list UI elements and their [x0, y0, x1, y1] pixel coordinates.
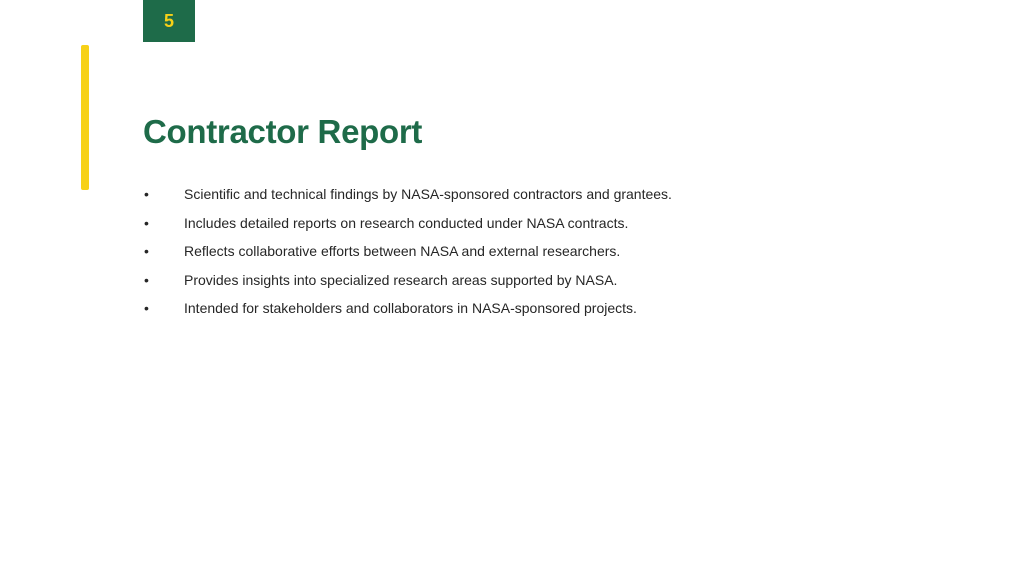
bullet-icon: • — [144, 214, 149, 231]
bullet-item — [143, 266, 983, 295]
bullet-icon: • — [144, 243, 149, 259]
bullet-item — [143, 180, 983, 209]
bullet-text: Reflects collaborative efforts between NASA and external researchers. — [184, 243, 621, 259]
bullet-text: Includes detailed reports on research conducted under NASA contracts. — [184, 214, 629, 231]
slide-number: 5 — [163, 10, 174, 31]
slide-title: Contractor Report — [143, 113, 423, 150]
slide-number-badge — [143, 0, 195, 42]
bullet-text: Scientific and technical findings by NASA-sponsored contractors and grantees. — [184, 186, 672, 202]
bullet-text: Provides insights into specialized research areas supported by NASA. — [184, 271, 618, 288]
accent-bar — [81, 45, 89, 190]
bullet-item — [143, 237, 983, 266]
bullet-item — [143, 294, 983, 323]
bullet-text: Intended for stakeholders and collaborators in NASA-sponsored projects. — [184, 300, 637, 316]
bullet-list — [143, 180, 983, 323]
bullet-item — [143, 209, 983, 238]
bullet-icon: • — [144, 186, 149, 202]
bullet-icon: • — [144, 271, 149, 288]
bullet-icon: • — [144, 300, 149, 316]
